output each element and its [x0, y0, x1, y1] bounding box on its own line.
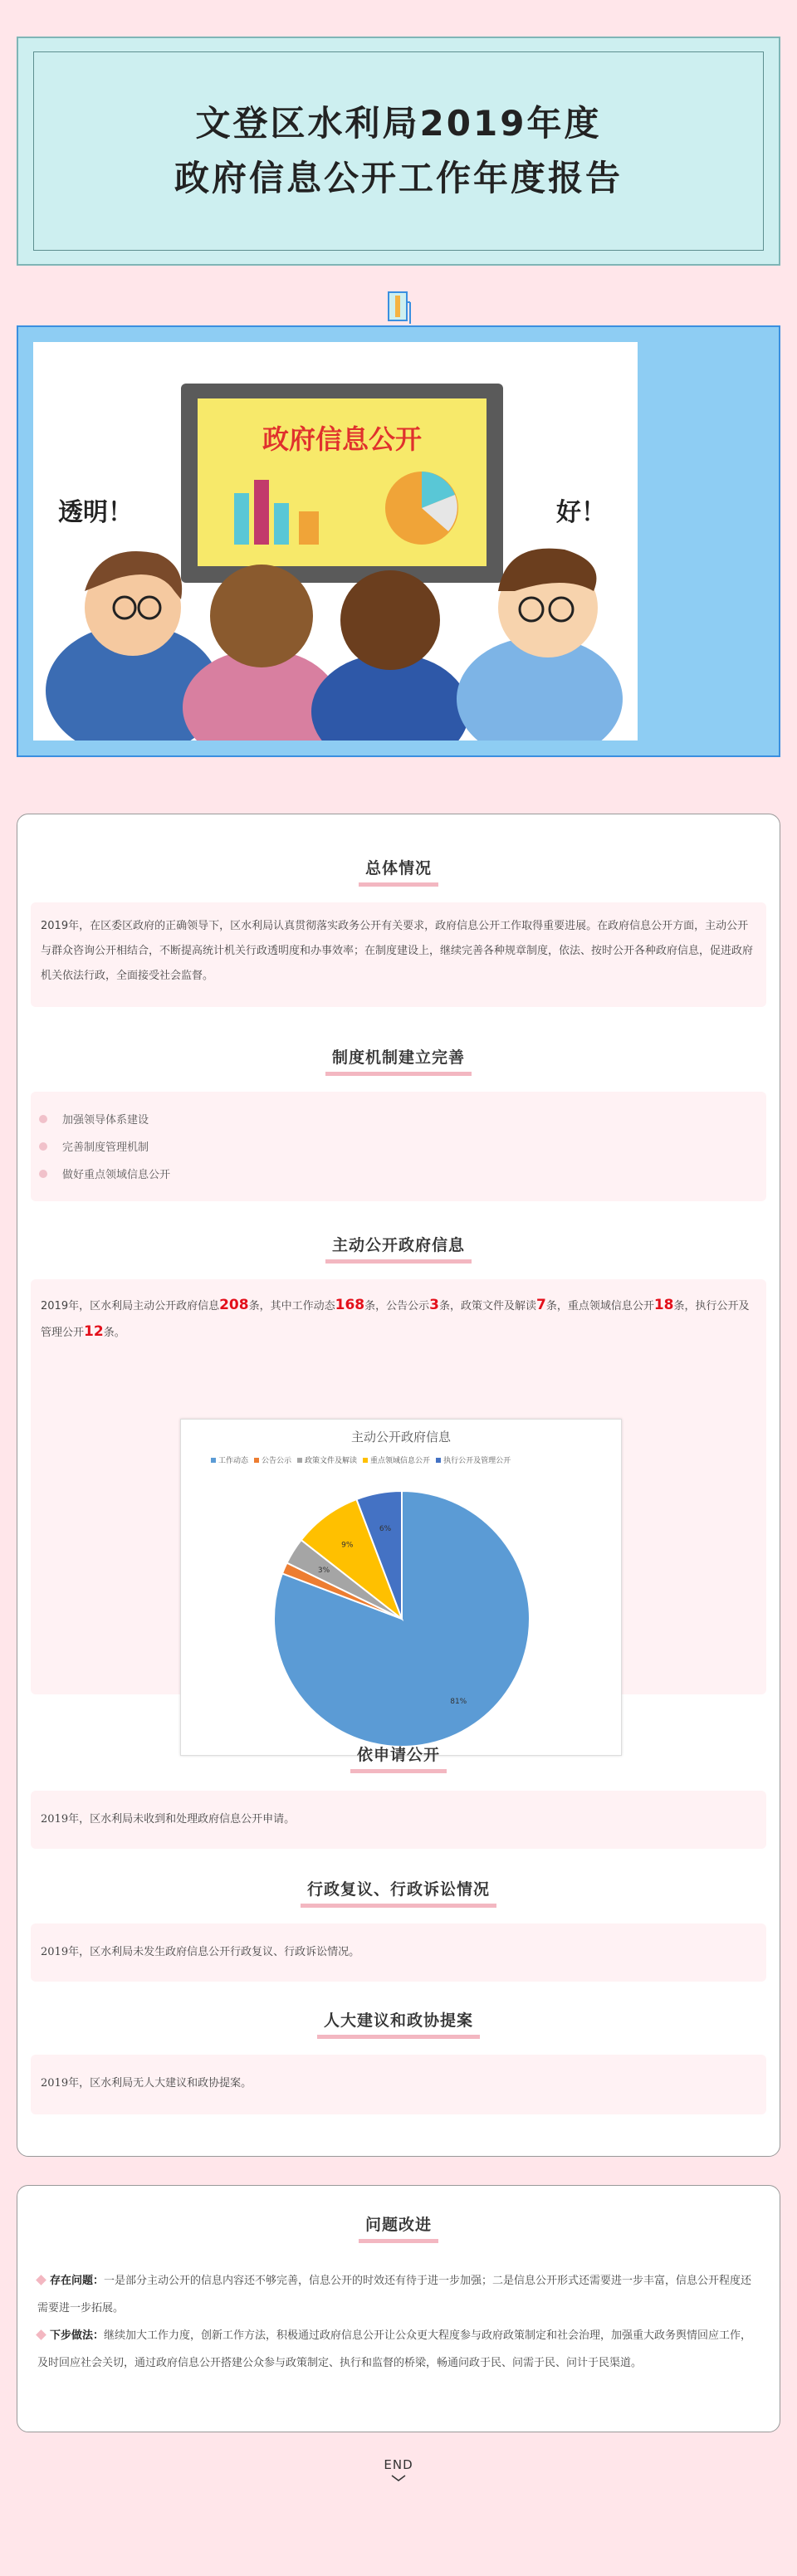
- overview-panel: [31, 902, 766, 1007]
- hero-bubble-left: 透明！: [58, 498, 133, 527]
- npc-panel: [31, 2055, 766, 2114]
- apply-text: 2019年，区水利局未收到和处理政府信息公开申请。: [41, 1813, 296, 1826]
- pie-chart: [180, 1419, 622, 1756]
- chevron-down-icon: [390, 2474, 407, 2482]
- active-text: 2019年，区水利局主动公开政府信息208条，其中工作动态168条，公告公示3条，政策文件及解读7条，重点领域信息公开18条，执行公开及管理公开12条。: [41, 1297, 750, 1340]
- pie-data-label: 9%: [341, 1541, 354, 1550]
- legend-item: 执行公开及管理公开: [436, 1454, 511, 1465]
- report-main-card: [17, 814, 780, 2157]
- section-title-overview: 总体情况: [17, 858, 780, 887]
- pie-svg: [181, 1420, 623, 1757]
- section-title-active: 主动公开政府信息: [17, 1234, 780, 1264]
- pie-data-label: 6%: [379, 1524, 392, 1533]
- legend-item: 重点领域信息公开: [363, 1454, 430, 1465]
- section-title-apply: 依申请公开: [17, 1744, 780, 1773]
- diamond-icon: [36, 2329, 46, 2340]
- legend-item: 政策文件及解读: [297, 1454, 357, 1465]
- bullet-dot-icon: [39, 1115, 47, 1123]
- problems-current: 存在问题：一是部分主动公开的信息内容还不够完善，信息公开的时效还有待于进一步加强；二是信息公开形式还需要进一步丰富，信息公开程度还需要进一步拓展。: [37, 2275, 752, 2314]
- hero-sign-text: 政府信息公开: [262, 423, 423, 455]
- chart-title: 主动公开政府信息: [350, 1430, 451, 1444]
- report-title-line2: 政府信息公开工作年度报告: [174, 158, 623, 198]
- hero-illustration: [33, 342, 638, 741]
- problems-card: [17, 2185, 780, 2432]
- diamond-icon: [36, 2275, 46, 2285]
- problems-next-steps: 下步做法：继续加大工作力度，创新工作方法，积极通过政府信息公开让公众更大程度参与政府政策制定和社会治理，加强重大政务舆情回应工作，及时回应社会关切，通过政府信息公开搭建公众参与政策制定、执行和监督的桥梁，畅通问政于民、问需于民、问计于民渠道。: [37, 2329, 752, 2369]
- section-title-npc: 人大建议和政协提案: [17, 2010, 780, 2039]
- system-panel: [31, 1092, 766, 1201]
- section-title-system: 制度机制建立完善: [17, 1047, 780, 1076]
- hero-bubble-right: 好！: [556, 498, 606, 527]
- bullet-dot-icon: [39, 1142, 47, 1151]
- list-item: 加强领导体系建设: [31, 1105, 766, 1132]
- pie-data-label: 3%: [317, 1567, 330, 1576]
- list-item: 完善制度管理机制: [31, 1132, 766, 1160]
- overview-text: 2019年，在区委区政府的正确领导下，区水利局认真贯彻落实政务公开有关要求，政府信息公开工作取得重要进展。在政府信息公开方面，主动公开与群众咨询公开相结合，不断提高统计机关行政透明度和办事效率；在制度建设上，继续完善各种规章制度，依法、按时公开各种政府信息，促进政府机关依法行政，全面接受社会监督。: [41, 920, 754, 982]
- hero-banner: [17, 325, 780, 757]
- report-title-box: [17, 37, 780, 266]
- end-label: END: [384, 2457, 413, 2472]
- section-title-problems: 问题改进: [17, 2214, 780, 2243]
- npc-text: 2019年，区水利局无人大建议和政协提案。: [41, 2077, 252, 2090]
- pie-data-label: 81%: [450, 1697, 467, 1706]
- legend-item: 工作动态: [211, 1454, 248, 1465]
- paperclip-icon: [387, 291, 412, 325]
- report-title-line1: 文登区水利局2019年度: [195, 103, 602, 144]
- review-panel: [31, 1923, 766, 1982]
- section-title-review: 行政复议、行政诉讼情况: [17, 1879, 780, 1908]
- legend-item: 公告公示: [254, 1454, 291, 1465]
- active-panel: [31, 1279, 766, 1706]
- report-title-frame: [33, 51, 764, 251]
- problems-body: [37, 2267, 760, 2377]
- bullet-dot-icon: [39, 1170, 47, 1178]
- apply-panel: [31, 1791, 766, 1849]
- review-text: 2019年，区水利局未发生政府信息公开行政复议、行政诉讼情况。: [41, 1946, 360, 1958]
- list-item: 做好重点领域信息公开: [31, 1160, 766, 1187]
